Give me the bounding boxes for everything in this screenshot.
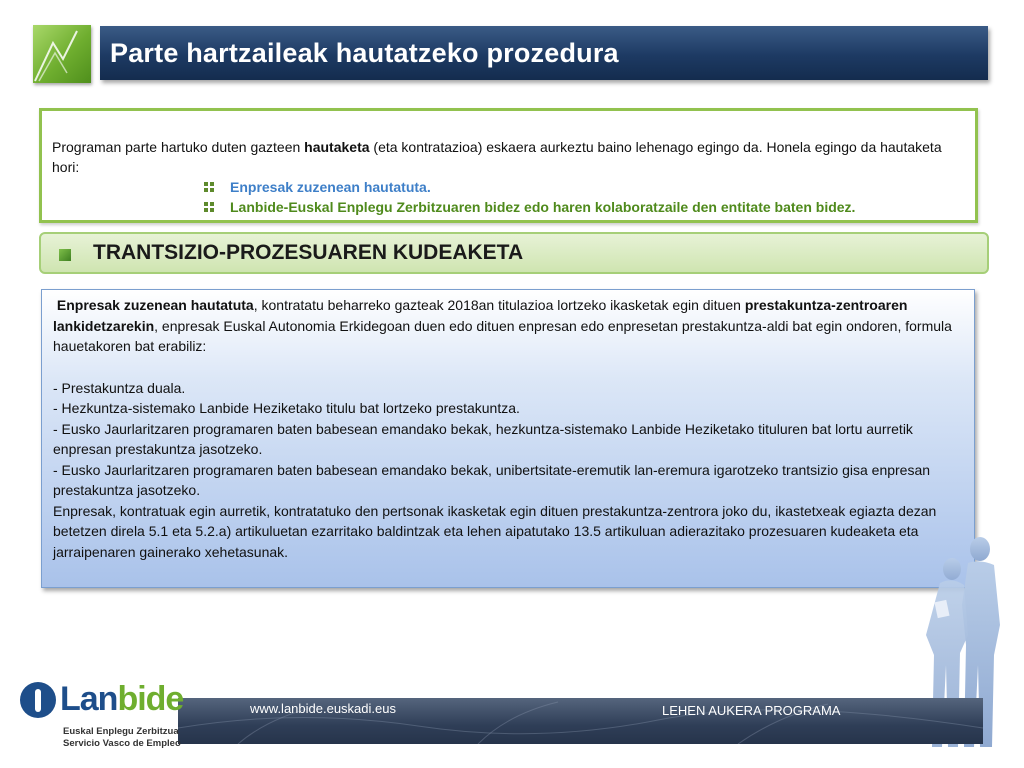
list-item: - Eusko Jaurlaritzaren programaren baten babesean emandako bekak, hezkuntza-sistemako Lanbide Heziketako tituluren bat lortu aurretik enpresan prestakuntza jasotzeko. [53, 420, 913, 457]
list-item: - Prestakuntza duala. [53, 379, 186, 396]
list-item: - Eusko Jaurlaritzaren programaren baten babesean emandako bekak, unibertsitate-eremutik lan-eremura igarotzeko trantsizio gisa enpresan prestakuntza jasotzeko. [53, 461, 931, 498]
page-title: Parte hartzaileak hautatzeko prozedura [110, 37, 619, 68]
main-text-1: , kontratatu beharreko gazteak 2018an titulazioa lortzeko ikasketak egin dituen [253, 297, 745, 313]
logo-subtitle-eu: Euskal Enplegu Zerbitzua [63, 726, 179, 737]
section-header [39, 232, 989, 274]
wordmark-left: Lan [60, 680, 118, 718]
main-bold-1: Enpresak zuzenean hautatuta [56, 297, 254, 313]
spacer [53, 357, 964, 378]
lanbide-logo [20, 680, 184, 754]
bullet-text: Enpresak zuzenean hautatuta. [230, 179, 431, 195]
list-item [200, 197, 965, 217]
leaf-graphic-icon [33, 25, 91, 83]
intro-text-start: Programan parte hartuko duten gazteen [52, 139, 305, 155]
main-text-2: , enpresak Euskal Autonomia Erkidegoan duen edo dituen enpresan edo enpresetan prestakuntza-aldi bat egin ondoren, formula hauetakoren bat erabiliz: [53, 317, 952, 354]
square-bullet-icon [204, 182, 214, 192]
lanbide-person-icon [20, 682, 56, 718]
main-content-box [41, 289, 975, 588]
header-logo-square [33, 25, 91, 83]
footer-program-label: LEHEN AUKERA PROGRAMA [662, 703, 841, 718]
main-bold-2: prestakuntza-zentroaren lankidetzarekin [53, 297, 908, 334]
intro-text-bold: hautaketa [304, 139, 370, 155]
footer-url-link[interactable]: www.lanbide.euskadi.eus [250, 701, 396, 716]
lanbide-wordmark [60, 680, 183, 719]
intro-bullet-list [52, 177, 965, 217]
title-bar [100, 26, 988, 80]
intro-box [39, 108, 978, 223]
bullet-text: Lanbide-Euskal Enplegu Zerbitzuaren bidez edo haren kolaboratzaile den entitate baten bidez. [230, 199, 856, 215]
intro-text-end: (eta kontratazioa) eskaera aurkeztu baino lehenago egingo da. Honela egingo da hautaketa hori: [52, 139, 942, 175]
section-title: TRANTSIZIO-PROZESUAREN KUDEAKETA [93, 241, 524, 264]
main-paragraph [53, 295, 964, 357]
square-bullet-icon [59, 249, 71, 261]
closing-paragraph: Enpresak, kontratuak egin aurretik, kontratatuko den pertsonak ikasketak egin dituen prestakuntza-zentrora joko du, ikastetxeak egiazta dezan betetzen direla 5.1 eta 5.2.a) artikuluetan ezarritako baldintzak eta lehen aipatutako 13.5 artikuluan adierazitako prozesuaren kudeaketa eta jarraipenaren gainerako xehetasunak. [53, 502, 937, 560]
square-bullet-icon [204, 202, 214, 212]
wordmark-right: bide [117, 680, 184, 718]
list-item [200, 177, 965, 197]
intro-text [52, 137, 965, 177]
logo-subtitle-es: Servicio Vasco de Empleo [63, 738, 181, 749]
list-item: - Hezkuntza-sistemako Lanbide Heziketako titulu bat lortzeko prestakuntza. [53, 400, 520, 416]
footer-bar [178, 698, 983, 744]
